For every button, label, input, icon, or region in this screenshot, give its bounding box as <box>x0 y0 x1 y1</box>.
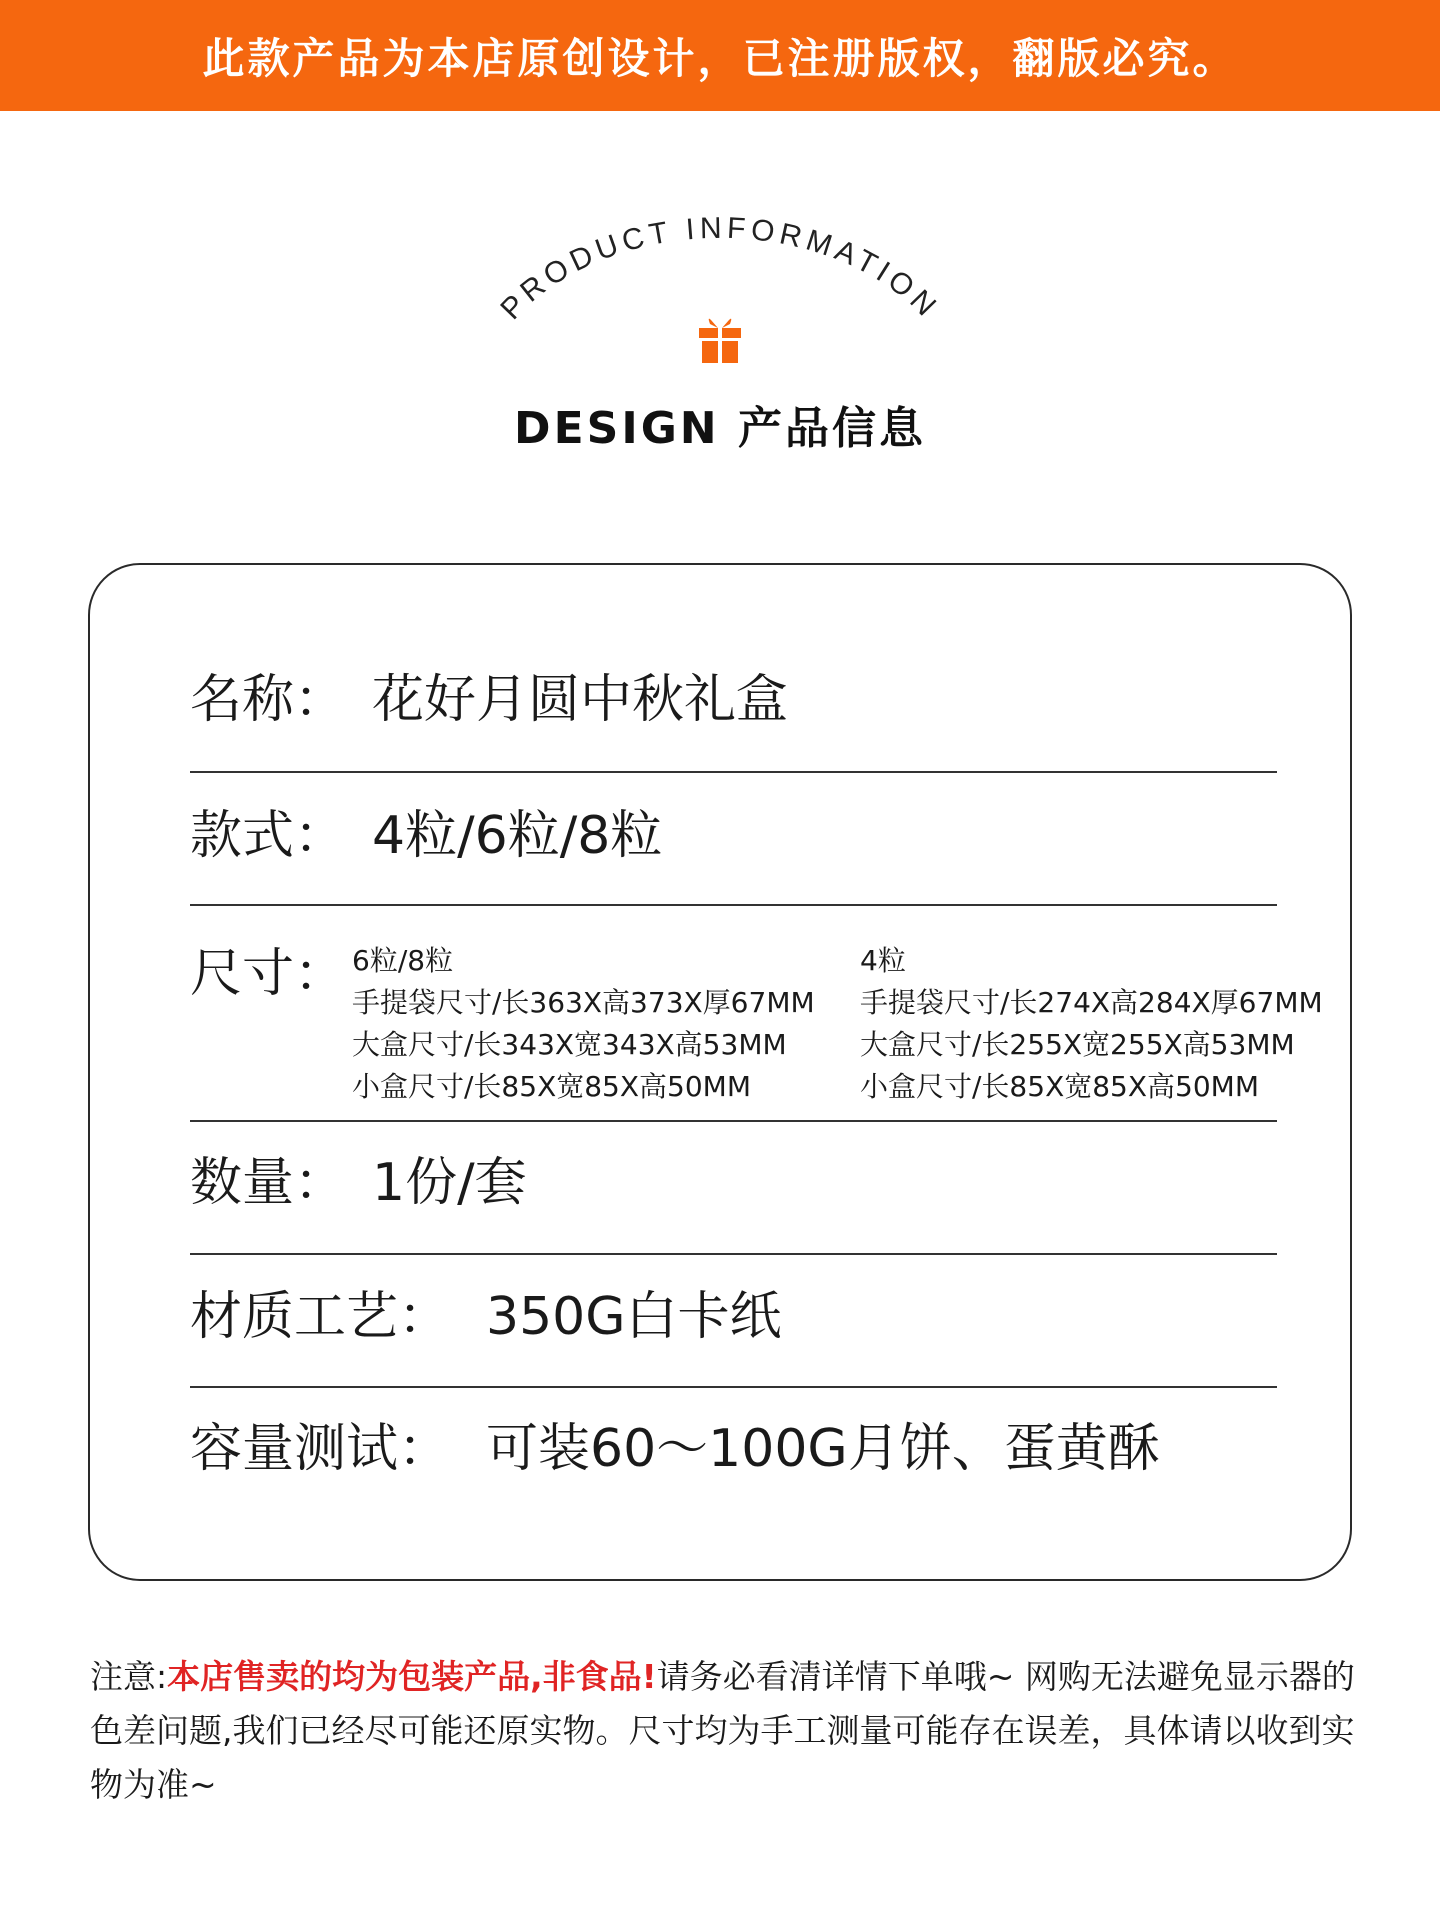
svg-text:PRODUCT INFORMATION <box>494 212 945 326</box>
size-line: 大盒尺寸/长343X宽343X高53MM <box>352 1028 787 1061</box>
capacity-value: 可装60～100G月饼、蛋黄酥 <box>486 1419 1160 1479</box>
arc-heading-text: PRODUCT INFORMATION <box>494 211 946 326</box>
name-label: 名称： <box>190 670 347 730</box>
divider <box>190 771 1277 773</box>
size-line: 小盒尺寸/长85X宽85X高50MM <box>352 1070 752 1103</box>
notice-prefix: 注意: <box>90 1657 168 1696</box>
quantity-value: 1份/套 <box>372 1153 527 1213</box>
style-label: 款式： <box>190 806 347 866</box>
divider <box>190 1253 1277 1255</box>
capacity-label: 容量测试： <box>190 1419 451 1479</box>
divider <box>190 904 1277 906</box>
notice-body: 请务必看清详情下单哦~ 网购无法避免显示器的色差问题,我们已经尽可能还原实物。尺寸均为手工测量可能存在误差，具体请以收到实物为准~ <box>90 1657 1355 1804</box>
size-line: 手提袋尺寸/长363X高373X厚67MM <box>352 986 815 1019</box>
quantity-label: 数量： <box>190 1153 347 1213</box>
size-line: 大盒尺寸/长255X宽255X高53MM <box>860 1028 1295 1061</box>
style-value: 4粒/6粒/8粒 <box>372 806 663 866</box>
size-label: 尺寸： <box>190 944 347 1004</box>
section-title: DESIGN 产品信息 <box>514 403 926 454</box>
material-label: 材质工艺： <box>190 1287 451 1347</box>
size-column-heading: 6粒/8粒 <box>352 944 454 977</box>
size-line: 小盒尺寸/长85X宽85X高50MM <box>860 1070 1260 1103</box>
material-value: 350G白卡纸 <box>486 1287 782 1347</box>
size-line: 手提袋尺寸/长274X高284X厚67MM <box>860 986 1323 1019</box>
gift-icon <box>697 316 743 364</box>
divider <box>190 1120 1277 1122</box>
notice-highlight: 本店售卖的均为包装产品,非食品! <box>167 1657 657 1696</box>
divider <box>190 1386 1277 1388</box>
copyright-text: 此款产品为本店原创设计，已注册版权，翻版必究。 <box>202 33 1238 83</box>
size-column-6-8 <box>352 940 815 1108</box>
purchase-notice <box>90 1650 1360 1812</box>
name-value: 花好月圆中秋礼盒 <box>372 670 789 730</box>
size-column-4 <box>860 940 1323 1108</box>
copyright-banner <box>0 0 1440 111</box>
size-column-heading: 4粒 <box>860 944 906 977</box>
